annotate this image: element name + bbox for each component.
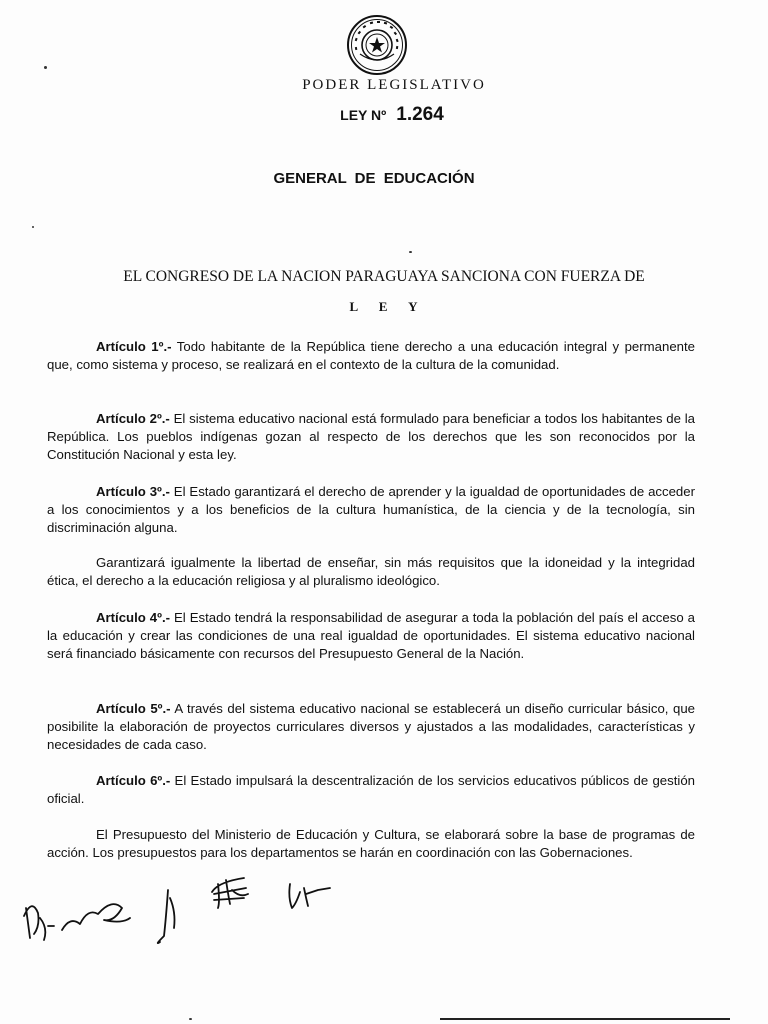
scan-speck xyxy=(44,66,47,69)
article-2 xyxy=(47,410,695,464)
article-text: El Estado garantizará el derecho de aprender y la igualdad de oportunidades de acceder a los conocimientos y a los beneficios de la cultura humanística, de la ciencia y de la tecnología, sin discriminación alguna. xyxy=(47,484,695,535)
law-number: 1.264 xyxy=(396,104,444,125)
scan-speck xyxy=(32,226,34,228)
article-6-paragraph-2 xyxy=(47,826,695,862)
article-3 xyxy=(47,483,695,537)
article-text: El Estado impulsará la descentralización de los servicios educativos públicos de gestión oficial. xyxy=(47,773,695,806)
page-edge-line xyxy=(440,1018,730,1020)
article-text: El Presupuesto del Ministerio de Educación y Cultura, se elaborará sobre la base de programas de acción. Los presupuestos para los departamentos se harán en coordinación con las Gobernaciones. xyxy=(47,827,695,860)
article-text: A través del sistema educativo nacional se establecerá un diseño curricular básico, que posibilite la elaboración de proyectos curriculares diversos y ajustados a las modalidades, características y necesidades de cada caso. xyxy=(47,701,695,752)
article-1 xyxy=(47,338,695,374)
article-4 xyxy=(47,609,695,663)
signature-2 xyxy=(158,890,175,943)
article-label: Artículo 2º.- xyxy=(96,411,170,426)
article-text: El Estado tendrá la responsabilidad de asegurar a toda la población del país el acceso a la educación y crear las condiciones de una real igualdad de oportunidades. El sistema educativo nacional será financiado básicamente con recursos del Presupuesto General de la Nación. xyxy=(47,610,695,661)
article-5 xyxy=(47,700,695,754)
article-3-paragraph-2 xyxy=(47,554,695,590)
law-number-heading xyxy=(8,104,768,126)
article-label: Artículo 1º.- xyxy=(96,339,172,354)
enactment-formula: EL CONGRESO DE LA NACION PARAGUAYA SANCIONA CON FUERZA DE xyxy=(123,268,645,285)
signature-1 xyxy=(24,904,130,940)
law-label: LEY Nº xyxy=(340,107,387,123)
handwritten-signatures xyxy=(18,868,348,958)
law-title: GENERAL DE EDUCACIÓN xyxy=(273,170,475,187)
scan-speck xyxy=(189,1018,192,1020)
national-seal-icon xyxy=(346,14,408,76)
article-label: Artículo 5º.- xyxy=(96,701,171,716)
article-6 xyxy=(47,772,695,808)
article-label: Artículo 6º.- xyxy=(96,773,171,788)
scan-speck xyxy=(409,251,412,253)
article-text: El sistema educativo nacional está formulado para beneficiar a todos los habitantes de la República. Los pueblos indígenas gozan al respecto de los derechos que les son reconocidos por la Constitución Nacional y esta ley. xyxy=(47,411,695,462)
signature-3 xyxy=(212,878,248,908)
article-text: Garantizará igualmente la libertad de enseñar, sin más requisitos que la idoneidad y la integridad ética, el derecho a la educación religiosa y al pluralismo ideológico. xyxy=(47,555,695,588)
article-label: Artículo 3º.- xyxy=(96,484,170,499)
article-text: Todo habitante de la República tiene derecho a una educación integral y permanente que, como sistema y proceso, se realizará en el contexto de la cultura de la comunidad. xyxy=(47,339,695,372)
institution-heading: PODER LEGISLATIVO xyxy=(302,77,486,93)
article-label: Artículo 4º.- xyxy=(96,610,171,625)
signature-4 xyxy=(289,884,330,908)
ley-heading: L E Y xyxy=(349,299,427,314)
